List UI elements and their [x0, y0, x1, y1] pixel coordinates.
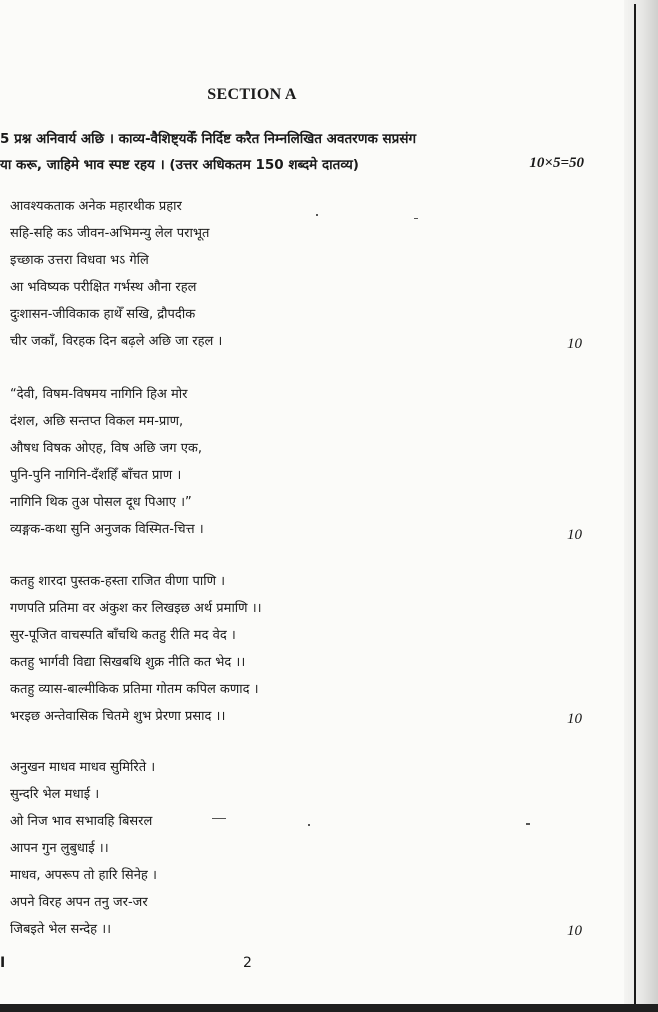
instruction-line-1: 5 प्रश्न अनिवार्य अछि । काव्य-वैशिष्ट्यकेँ निर्दिष्ट करैत निम्नलिखित अवतरणक सप्रसंग	[0, 131, 417, 147]
verse-line: इच्छाक उत्तरा विधवा भऽ गेलि	[10, 253, 149, 268]
verse-line: गणपति प्रतिमा वर अंकुश कर लिखइछ अर्थ प्रमाणि ।।	[10, 601, 262, 616]
verse-line: सुन्दरि भेल मधाई ।	[10, 787, 100, 802]
section-title: SECTION A	[207, 86, 297, 103]
verse-line: भरइछ अन्तेवासिक चितमे शुभ प्रेरणा प्रसाद ।।	[10, 709, 226, 724]
verse-line: आ भविष्यक परीक्षित गर्भस्थ औना रहल	[10, 280, 197, 295]
verse-line: अपने विरह अपन तनु जर-जर	[10, 895, 148, 910]
scan-speck	[526, 823, 530, 825]
stanza-1-marks: 10	[567, 336, 582, 352]
stanza-2	[10, 381, 530, 543]
verse-line: सहि-सहि कऽ जीवन-अभिमन्यु लेल पराभूत	[10, 226, 210, 241]
page-number: 2	[243, 955, 252, 971]
verse-line: “देवी, विषम-विषमय नागिनि हिअ मोर	[10, 387, 188, 402]
verse-line: आपन गुन लुबुधाई ।।	[10, 841, 109, 856]
verse-line: व्यङ्गक-कथा सुनि अनुजक विस्मित-चित्त ।	[10, 522, 204, 537]
stanza-3	[10, 568, 530, 730]
footer-code: I	[0, 955, 6, 971]
verse-line: नागिनि थिक तुअ पोसल दूध पिआए ।”	[10, 495, 192, 510]
verse-line: सुर-पूजित वाचस्पति बाँचथि कतहु रीति मद वेद ।	[10, 628, 236, 643]
scan-speck	[414, 218, 418, 219]
verse-line: माधव, अपरूप तो हारि सिनेह ।	[10, 868, 157, 883]
scan-speck	[212, 818, 226, 819]
verse-line: दंशल, अछि सन्तप्त विकल मम-प्राण,	[10, 414, 184, 429]
stanza-4-marks: 10	[567, 923, 582, 939]
verse-line: अनुखन माधव माधव सुमिरिते ।	[10, 760, 156, 775]
verse-line: आवश्यकताक अनेक महारथीक प्रहार	[10, 199, 182, 214]
verse-line: औषध विषक ओएह, विष अछि जग एक,	[10, 441, 203, 456]
verse-line: कतहु भार्गवी विद्या सिखबथि शुक्र नीति कत भेद ।।	[10, 655, 246, 670]
verse-line: जिबइते भेल सन्देह ।।	[10, 922, 112, 937]
verse-line: पुनि-पुनि नागिनि-दँशहिँ बाँचत प्राण ।	[10, 468, 182, 483]
total-marks: 10×5=50	[529, 155, 584, 171]
page-bottom-edge	[0, 1004, 658, 1012]
verse-line: ओ निज भाव सभावहि बिसरल	[10, 814, 153, 829]
stanza-1	[10, 193, 530, 355]
scan-speck	[308, 824, 310, 826]
page-border-line	[634, 4, 636, 1004]
instruction-line-2: या करू, जाहिमे भाव स्पष्ट रहय । (उत्तर अधिकतम 150 शब्दमे दातव्य)	[0, 157, 359, 173]
scan-speck	[316, 214, 318, 216]
stanza-2-marks: 10	[567, 527, 582, 543]
page-right-edge	[624, 0, 658, 1012]
verse-line: दुःशासन-जीविकाक हाथेँ सखि, द्रौपदीक	[10, 307, 196, 322]
stanza-3-marks: 10	[567, 711, 582, 727]
stanza-4	[10, 754, 530, 943]
verse-line: कतहु व्यास-बाल्मीकिक प्रतिमा गोतम कपिल कणाद ।	[10, 682, 259, 697]
verse-line: कतहु शारदा पुस्तक-हस्ता राजित वीणा पाणि ।	[10, 574, 226, 589]
verse-line: चीर जकाँ, विरहक दिन बढ़ले अछि जा रहल ।	[10, 334, 223, 349]
